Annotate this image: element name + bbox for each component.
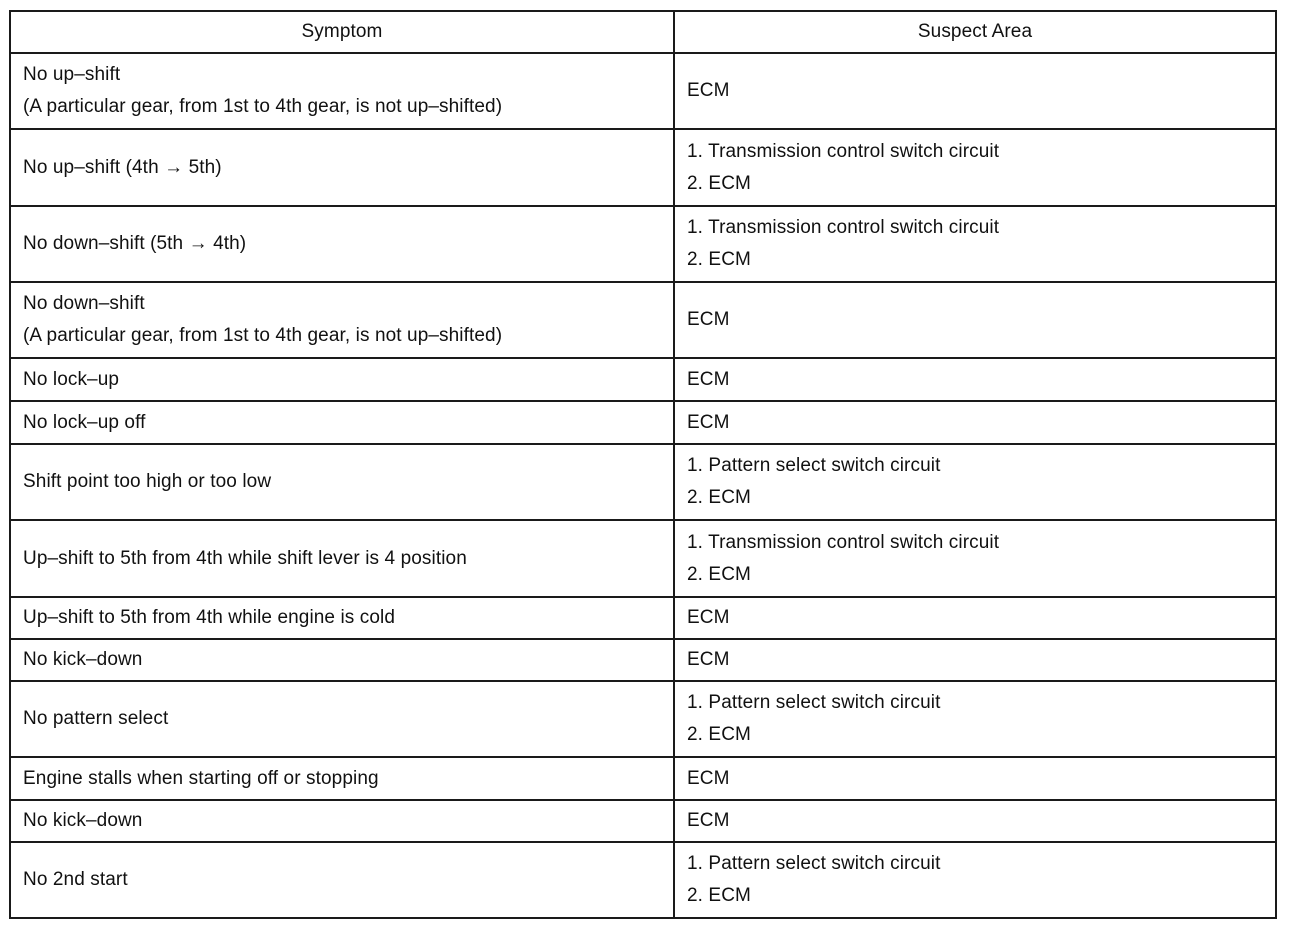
- symptom-cell: [10, 358, 674, 401]
- suspect-area-cell: [674, 282, 1276, 358]
- suspect-area-text: ECM: [687, 411, 730, 433]
- symptom-text: No up–shift: [23, 64, 121, 85]
- suspect-area-text: 1. Pattern select switch circuit: [687, 853, 941, 874]
- suspect-area-cell: [674, 358, 1276, 401]
- table-row: [10, 53, 1276, 129]
- suspect-area-text: 2. ECM: [687, 172, 751, 194]
- symptom-text: No kick–down: [23, 810, 143, 831]
- symptom-text: Up–shift to 5th from 4th while shift lever is 4 position: [23, 547, 467, 569]
- table-row: [10, 597, 1276, 639]
- symptom-cell: [10, 282, 674, 358]
- table-row: [10, 681, 1276, 757]
- suspect-area-cell: [674, 401, 1276, 444]
- table-row: [10, 520, 1276, 597]
- suspect-area-text: 2. ECM: [687, 563, 751, 585]
- table-row: [10, 358, 1276, 401]
- symptom-cell: [10, 53, 674, 129]
- suspect-area-text: 1. Transmission control switch circuit: [687, 531, 1000, 553]
- symptom-table: [9, 10, 1277, 919]
- suspect-area-text: 1. Transmission control switch circuit: [687, 140, 1000, 162]
- suspect-area-cell: [674, 520, 1276, 597]
- suspect-area-text: 1. Pattern select switch circuit: [687, 692, 941, 713]
- symptom-text: Up–shift to 5th from 4th while engine is cold: [23, 607, 396, 628]
- table-row: [10, 444, 1276, 520]
- symptom-text: No down–shift (5th → 4th): [23, 233, 247, 254]
- table-row: [10, 757, 1276, 800]
- table-row: [10, 401, 1276, 444]
- suspect-area-cell: [674, 800, 1276, 842]
- suspect-area-cell: [674, 842, 1276, 918]
- symptom-text: (A particular gear, from 1st to 4th gear, is not up–shifted): [23, 325, 503, 346]
- suspect-area-text: ECM: [687, 368, 730, 390]
- table-row: [10, 282, 1276, 358]
- suspect-area-text: 1. Pattern select switch circuit: [687, 455, 941, 476]
- symptom-cell: [10, 639, 674, 681]
- symptom-text: No lock–up off: [23, 411, 146, 433]
- symptom-text: No 2nd start: [23, 869, 128, 890]
- symptom-text: No lock–up: [23, 368, 120, 390]
- header-row: [10, 11, 1276, 53]
- symptom-cell: [10, 842, 674, 918]
- suspect-area-text: ECM: [687, 649, 730, 670]
- suspect-area-cell: [674, 129, 1276, 206]
- symptom-cell: [10, 597, 674, 639]
- symptom-cell: [10, 401, 674, 444]
- suspect-area-text: 2. ECM: [687, 487, 751, 508]
- suspect-area-text: 2. ECM: [687, 885, 751, 906]
- symptom-text: No up–shift (4th → 5th): [23, 156, 222, 178]
- suspect-area-cell: [674, 597, 1276, 639]
- symptom-text: (A particular gear, from 1st to 4th gear, is not up–shifted): [23, 96, 503, 117]
- symptom-text: Shift point too high or too low: [23, 471, 272, 492]
- table-row: [10, 842, 1276, 918]
- symptom-text: Engine stalls when starting off or stopping: [23, 767, 379, 789]
- suspect-area-text: ECM: [687, 607, 730, 628]
- symptom-cell: [10, 757, 674, 800]
- suspect-area-text: 2. ECM: [687, 249, 751, 270]
- table-body: [10, 53, 1276, 918]
- symptom-cell: [10, 681, 674, 757]
- table-row: [10, 206, 1276, 282]
- symptom-cell: [10, 800, 674, 842]
- symptom-text: No down–shift: [23, 293, 145, 314]
- suspect-area-cell: [674, 639, 1276, 681]
- suspect-area-cell: [674, 757, 1276, 800]
- suspect-area-cell: [674, 681, 1276, 757]
- symptom-header: Symptom: [10, 11, 674, 53]
- symptom-cell: [10, 444, 674, 520]
- table-row: [10, 129, 1276, 206]
- suspect-area-cell: [674, 53, 1276, 129]
- table-row: [10, 639, 1276, 681]
- symptom-text: No pattern select: [23, 708, 169, 729]
- suspect-area-cell: [674, 206, 1276, 282]
- suspect-area-text: ECM: [687, 767, 730, 789]
- suspect-area-text: ECM: [687, 810, 730, 831]
- symptom-cell: [10, 206, 674, 282]
- suspect-area-header: Suspect Area: [674, 11, 1276, 53]
- suspect-area-cell: [674, 444, 1276, 520]
- symptom-text: No kick–down: [23, 649, 143, 670]
- symptom-cell: [10, 520, 674, 597]
- symptom-cell: [10, 129, 674, 206]
- suspect-area-text: 2. ECM: [687, 724, 751, 745]
- table-row: [10, 800, 1276, 842]
- suspect-area-text: 1. Transmission control switch circuit: [687, 217, 1000, 238]
- suspect-area-text: ECM: [687, 80, 730, 101]
- suspect-area-text: ECM: [687, 309, 730, 330]
